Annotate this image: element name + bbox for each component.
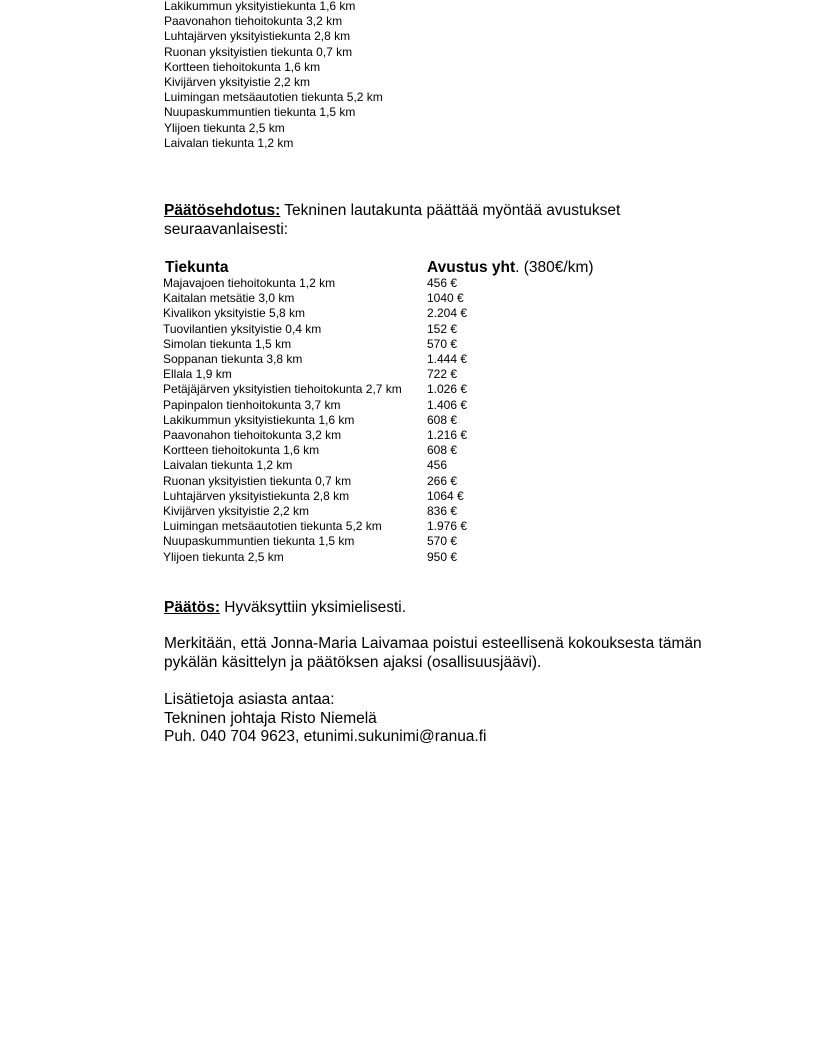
table-row bbox=[163, 474, 594, 489]
grant-amount: 456 € bbox=[427, 276, 458, 290]
road-association: Kivalikon yksityistie 5,8 km bbox=[163, 306, 306, 321]
table-row bbox=[163, 489, 594, 504]
table-row bbox=[163, 519, 594, 534]
grant-amount: 152 € bbox=[427, 321, 458, 336]
table-row bbox=[163, 550, 594, 565]
road-association: Nuupaskummuntien tiekunta 1,5 km bbox=[163, 534, 355, 549]
road-association: Ruonan yksityistien tiekunta 0,7 km bbox=[163, 473, 352, 488]
road-list-item: Nuupaskummuntien tiekunta 1,5 km bbox=[164, 105, 356, 120]
grant-amount: 1.026 € bbox=[427, 382, 468, 397]
grant-amount: 950 € bbox=[427, 549, 458, 564]
road-list-item: Ruonan yksityistien tiekunta 0,7 km bbox=[164, 44, 353, 59]
table-row bbox=[163, 352, 594, 367]
table-row bbox=[163, 504, 594, 519]
road-association: Soppanan tiekunta 3,8 km bbox=[163, 352, 303, 367]
road-list-item: Lakikummun yksityistiekunta 1,6 km bbox=[164, 0, 356, 13]
road-association: Paavonahon tiehoitokunta 3,2 km bbox=[163, 428, 342, 443]
header-avustus-bold: Avustus yht bbox=[427, 259, 516, 276]
table-row bbox=[163, 534, 594, 549]
road-list-item: Laivalan tiekunta 1,2 km bbox=[164, 135, 294, 150]
road-association: Kaitalan metsätie 3,0 km bbox=[163, 291, 295, 306]
grant-amount: 1.406 € bbox=[427, 397, 468, 412]
road-association: Kortteen tiehoitokunta 1,6 km bbox=[163, 443, 320, 458]
grant-amount: 1.444 € bbox=[427, 352, 468, 367]
contact-phone-email: Puh. 040 704 9623, etunimi.sukunimi@ranua.fi bbox=[164, 728, 487, 745]
decision-proposal bbox=[164, 202, 654, 239]
road-association: Ellala 1,9 km bbox=[163, 367, 232, 382]
table-row bbox=[163, 322, 594, 337]
table-row bbox=[163, 398, 594, 413]
road-association: Ylijoen tiekunta 2,5 km bbox=[163, 549, 284, 564]
road-list-item: Kortteen tiehoitokunta 1,6 km bbox=[164, 59, 321, 74]
road-association: Simolan tiekunta 1,5 km bbox=[163, 336, 292, 351]
header-tiekunta: Tiekunta bbox=[165, 259, 229, 276]
table-row bbox=[163, 458, 594, 473]
grant-amount: 722 € bbox=[427, 367, 458, 382]
grant-amount: 608 € bbox=[427, 412, 458, 427]
header-avustus-rate: . (380€/km) bbox=[515, 259, 594, 276]
grant-amount: 1.976 € bbox=[427, 519, 468, 534]
road-association: Lakikummun yksityistiekunta 1,6 km bbox=[163, 412, 355, 427]
road-association: Laivalan tiekunta 1,2 km bbox=[163, 458, 293, 473]
table-row bbox=[163, 443, 594, 458]
road-list-item: Luhtajärven yksityistiekunta 2,8 km bbox=[164, 29, 351, 44]
contact-info bbox=[164, 691, 487, 747]
table-row bbox=[163, 291, 594, 306]
decision-text: Hyväksyttiin yksimielisesti. bbox=[220, 599, 407, 616]
table-row bbox=[163, 413, 594, 428]
header-avustus bbox=[427, 259, 594, 276]
recusal-note: Merkitään, että Jonna-Maria Laivamaa poistui esteellisenä kokouksesta tämän pykälän käsittelyn ja päätöksen ajaksi (osallisuusjäävi). bbox=[164, 635, 702, 671]
contact-heading: Lisätietoja asiasta antaa: bbox=[164, 691, 335, 708]
table-row bbox=[163, 367, 594, 382]
grant-amount: 2.204 € bbox=[427, 306, 468, 321]
grant-amount: 608 € bbox=[427, 443, 458, 458]
table-row bbox=[163, 276, 594, 291]
grant-amount: 570 € bbox=[427, 336, 458, 351]
grant-amount: 1040 € bbox=[427, 291, 464, 306]
grant-amount: 1064 € bbox=[427, 488, 464, 503]
road-association: Papinpalon tienhoitokunta 3,7 km bbox=[163, 397, 341, 412]
grant-amount: 266 € bbox=[427, 473, 458, 488]
proposal-label: Päätösehdotus: bbox=[164, 202, 281, 219]
grant-amount: 1.216 € bbox=[427, 428, 468, 443]
decision-label: Päätös: bbox=[164, 599, 220, 616]
grant-table bbox=[163, 259, 594, 565]
table-row bbox=[163, 306, 594, 321]
road-list bbox=[164, 0, 383, 151]
road-list-item: Kivijärven yksityistie 2,2 km bbox=[164, 75, 311, 90]
road-association: Luhtajärven yksityistiekunta 2,8 km bbox=[163, 488, 350, 503]
table-row bbox=[163, 382, 594, 397]
table-row bbox=[163, 337, 594, 352]
road-list-item: Luimingan metsäautotien tiekunta 5,2 km bbox=[164, 90, 383, 105]
road-association: Majavajoen tiehoitokunta 1,2 km bbox=[163, 276, 336, 290]
grant-amount: 456 bbox=[427, 458, 448, 473]
road-list-item: Paavonahon tiehoitokunta 3,2 km bbox=[164, 14, 343, 29]
road-association: Petäjäjärven yksityistien tiehoitokunta 2,7 km bbox=[163, 382, 402, 397]
road-association: Kivijärven yksityistie 2,2 km bbox=[163, 504, 310, 519]
proposal-text: Tekninen lautakunta päättää myöntää avustukset seuraavanlaisesti: bbox=[164, 202, 621, 238]
decision bbox=[164, 599, 406, 618]
road-association: Tuovilantien yksityistie 0,4 km bbox=[163, 321, 322, 336]
road-list-item: Ylijoen tiekunta 2,5 km bbox=[164, 120, 285, 135]
grant-amount: 570 € bbox=[427, 534, 458, 549]
grant-amount: 836 € bbox=[427, 504, 458, 519]
table-row bbox=[163, 428, 594, 443]
contact-person: Tekninen johtaja Risto Niemelä bbox=[164, 709, 377, 727]
road-association: Luimingan metsäautotien tiekunta 5,2 km bbox=[163, 519, 382, 534]
